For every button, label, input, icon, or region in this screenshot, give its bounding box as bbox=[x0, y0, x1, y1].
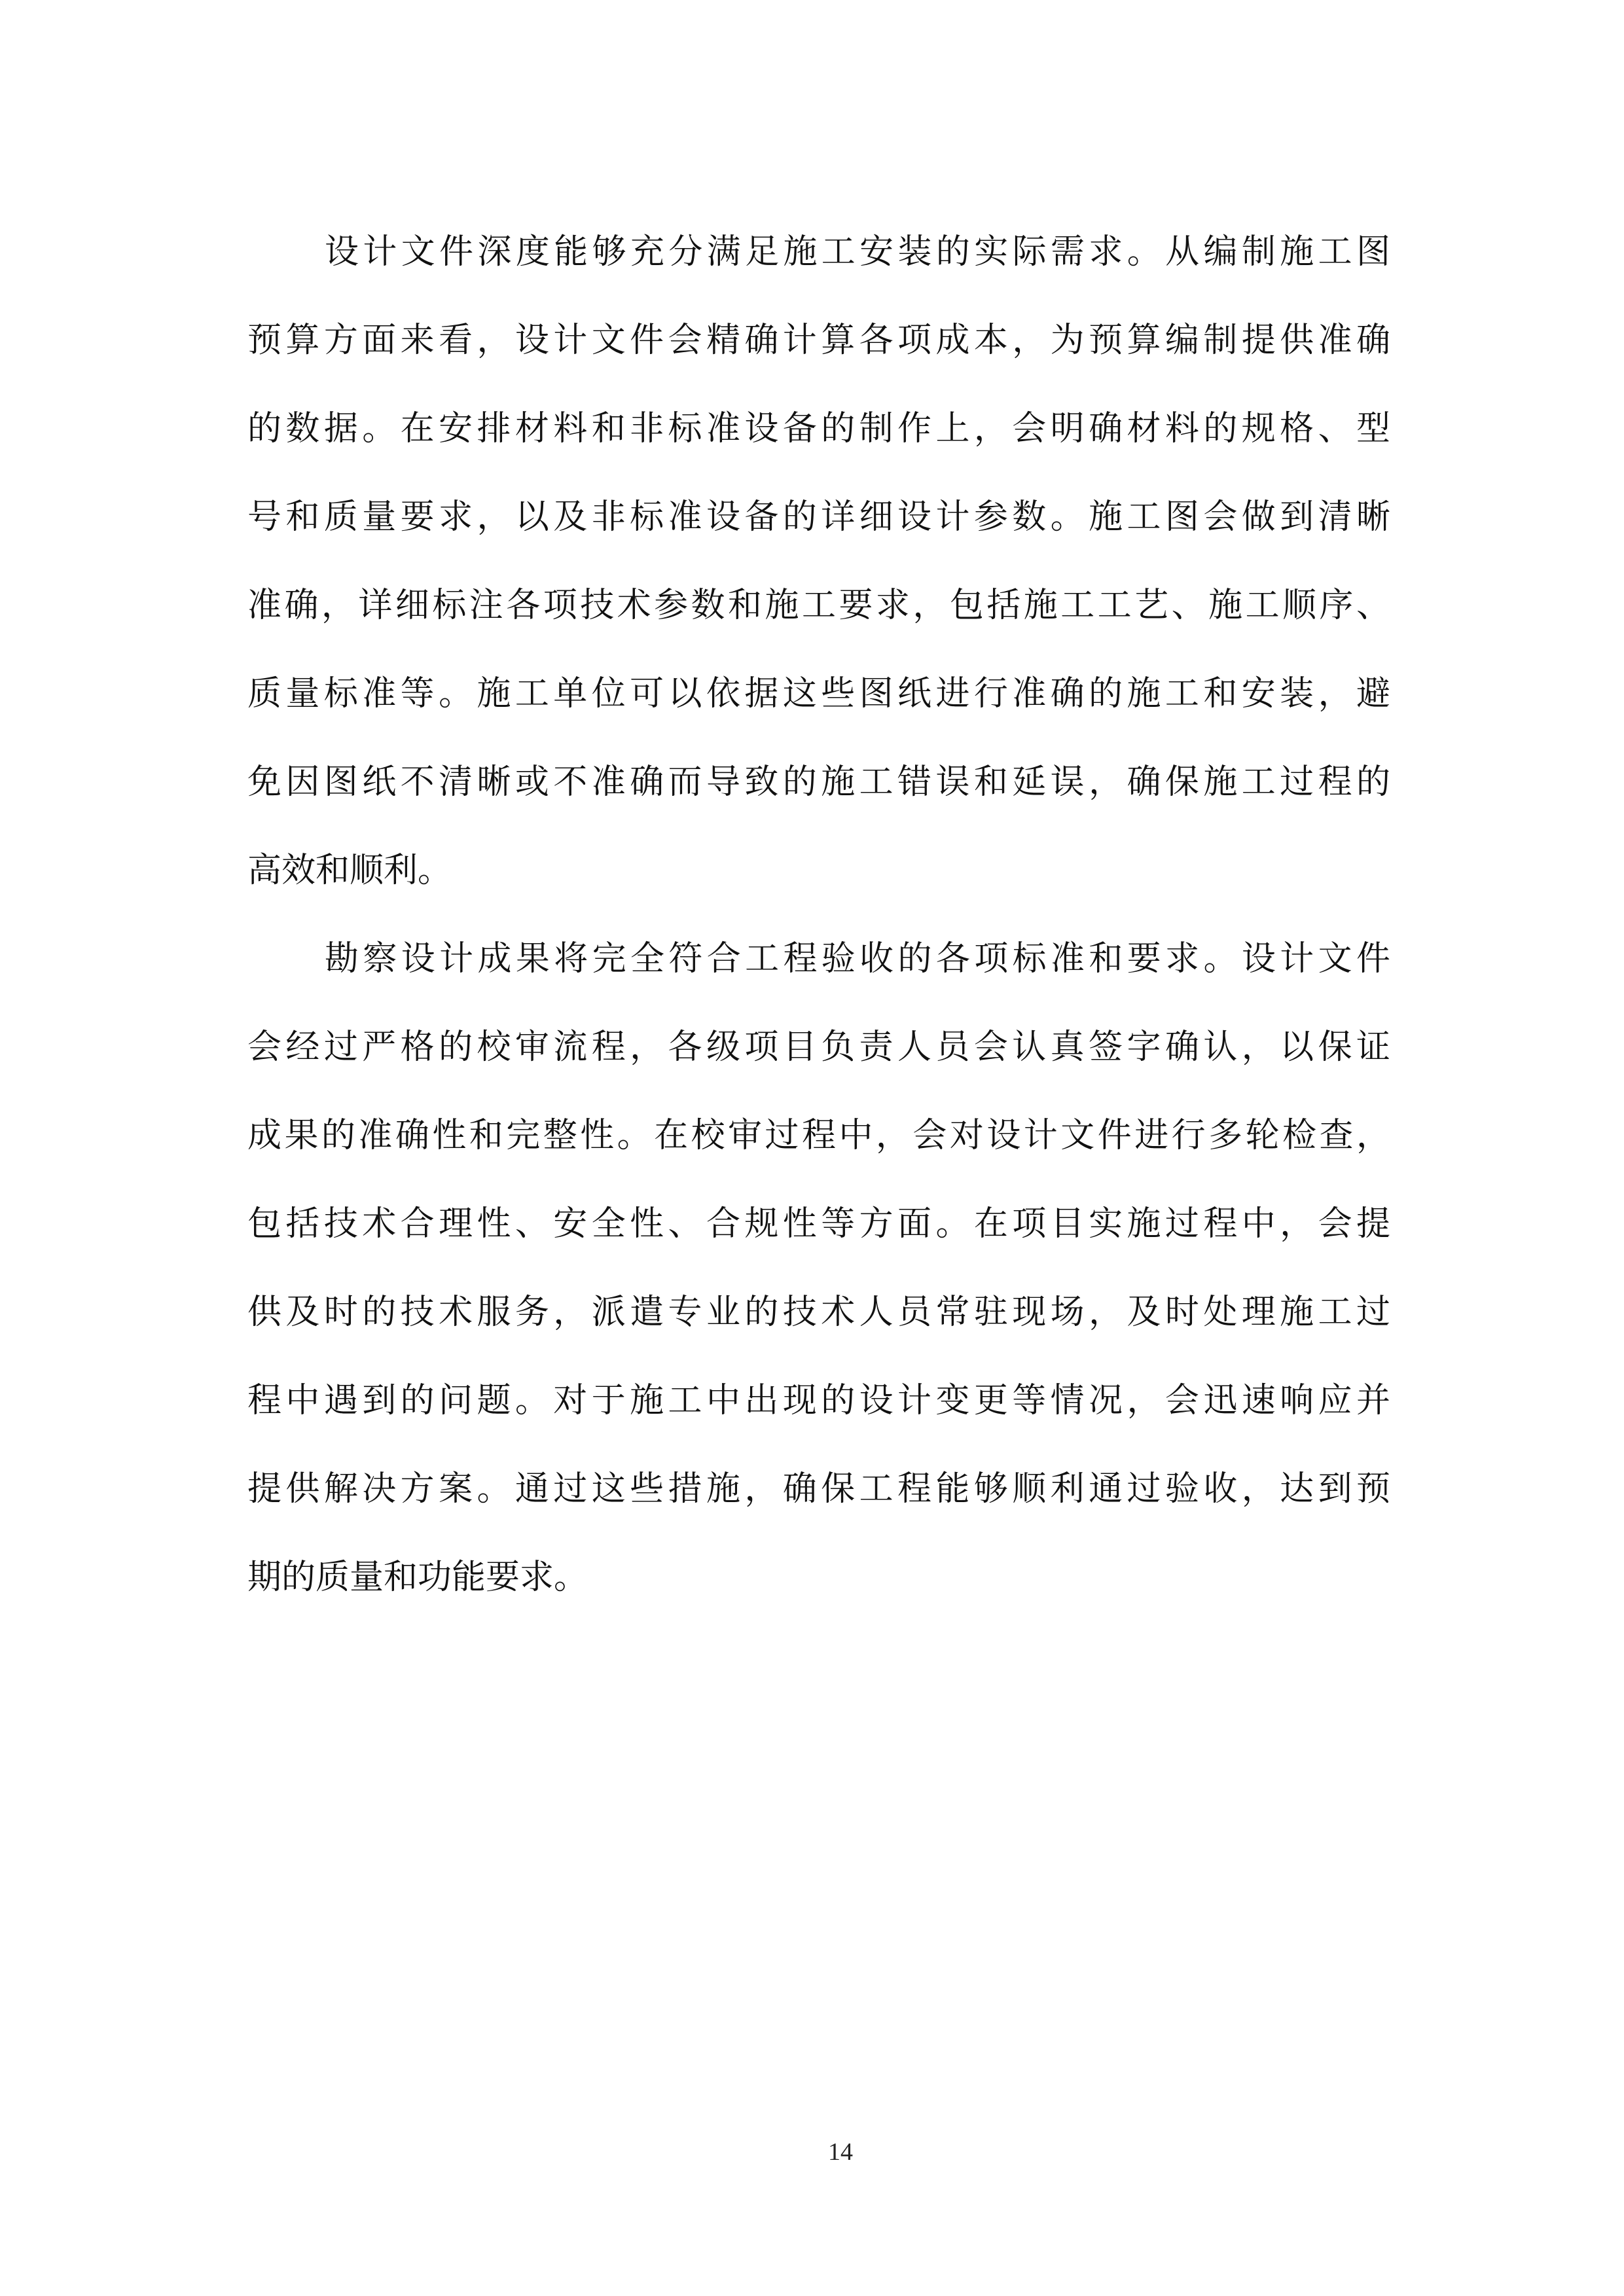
paragraph-line: 会经过严格的校审流程，各级项目负责人员会认真签字确认，以保证 bbox=[247, 1028, 1390, 1067]
paragraph-line: 提供解决方案。通过这些措施，确保工程能够顺利通过验收，达到预 bbox=[247, 1469, 1390, 1509]
paragraph-line: 号和质量要求，以及非标准设备的详细设计参数。施工图会做到清晰 bbox=[247, 497, 1390, 537]
paragraph-line: 包括技术合理性、安全性、合规性等方面。在项目实施过程中，会提 bbox=[247, 1204, 1390, 1244]
body-text bbox=[247, 208, 1390, 1622]
paragraph-line: 质量标准等。施工单位可以依据这些图纸进行准确的施工和安装，避 bbox=[247, 674, 1390, 713]
paragraph-1 bbox=[247, 208, 1390, 915]
paragraph-line: 成果的准确性和完整性。在校审过程中，会对设计文件进行多轮检查， bbox=[247, 1116, 1390, 1155]
page-number: 14 bbox=[828, 2138, 853, 2166]
paragraph-line: 预算方面来看，设计文件会精确计算各项成本，为预算编制提供准确 bbox=[247, 321, 1390, 360]
paragraph-line: 期的质量和功能要求。 bbox=[247, 1558, 588, 1597]
paragraph-line: 勘察设计成果将完全符合工程验收的各项标准和要求。设计文件 bbox=[325, 939, 1390, 978]
paragraph-line: 准确，详细标注各项技术参数和施工要求，包括施工工艺、施工顺序、 bbox=[247, 586, 1390, 625]
paragraph-line: 免因图纸不清晰或不准确而导致的施工错误和延误，确保施工过程的 bbox=[247, 762, 1390, 802]
paragraph-2 bbox=[247, 915, 1390, 1622]
paragraph-line: 的数据。在安排材料和非标准设备的制作上，会明确材料的规格、型 bbox=[247, 409, 1390, 448]
paragraph-line: 高效和顺利。 bbox=[247, 851, 452, 890]
paragraph-line: 程中遇到的问题。对于施工中出现的设计变更等情况，会迅速响应并 bbox=[247, 1381, 1390, 1420]
paragraph-line: 设计文件深度能够充分满足施工安装的实际需求。从编制施工图 bbox=[325, 232, 1390, 272]
paragraph-line: 供及时的技术服务，派遣专业的技术人员常驻现场，及时处理施工过 bbox=[247, 1293, 1390, 1332]
